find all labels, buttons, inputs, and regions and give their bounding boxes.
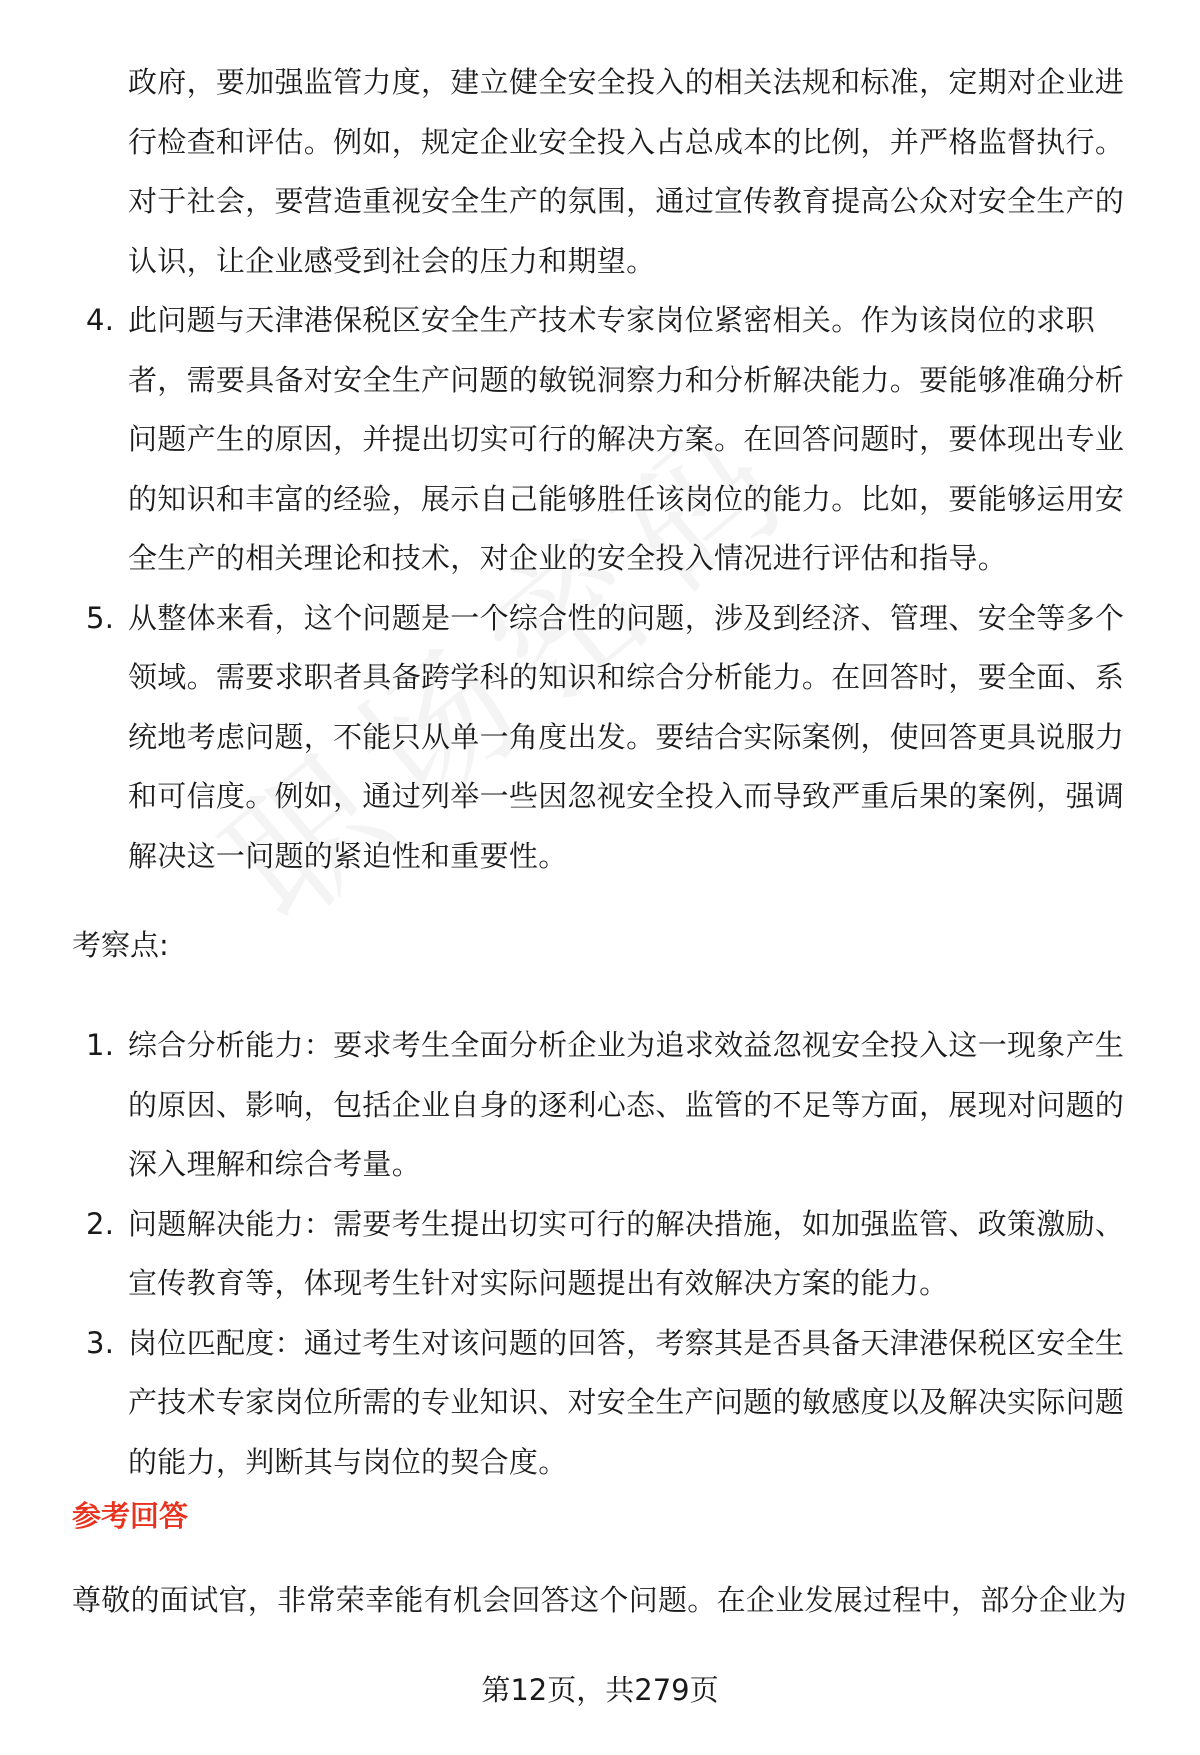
- assessment-list: [72, 1016, 1144, 1492]
- continuation-paragraph: 政府，要加强监管力度，建立健全安全投入的相关法规和标准，定期对企业进行检查和评估。例如，规定企业安全投入占总成本的比例，并严格监督执行。对于社会，要营造重视安全生产的氛围，通过宣传教育提高公众对安全生产的认识，让企业感受到社会的压力和期望。: [128, 65, 1125, 278]
- list-item: [72, 1195, 1144, 1314]
- list-item-text: 问题解决能力：需要考生提出切实可行的解决措施，如加强监管、政策激励、宣传教育等，体现考生针对实际问题提出有效解决方案的能力。: [128, 1206, 1125, 1300]
- list-item-text: 从整体来看，这个问题是一个综合性的问题，涉及到经济、管理、安全等多个领域。需要求职者具备跨学科的知识和综合分析能力。在回答时，要全面、系统地考虑问题，不能只从单一角度出发。要结合实际案例，使回答更具说服力和可信度。例如，通过列举一些因忽视安全投入而导致严重后果的案例，强调解决这一问题的紧迫性和重要性。: [128, 600, 1125, 873]
- list-item-number: 2.: [86, 1206, 115, 1241]
- reference-paragraph: 尊敬的面试官，非常荣幸能有机会回答这个问题。在企业发展过程中，部分企业为: [72, 1583, 1127, 1617]
- list-item-text: 综合分析能力：要求考生全面分析企业为追求效益忽视安全投入这一现象产生的原因、影响，包括企业自身的逐利心态、监管的不足等方面，展现对问题的深入理解和综合考量。: [128, 1028, 1125, 1181]
- list-item-number: 4.: [86, 303, 115, 337]
- list-item-number: 1.: [86, 1028, 115, 1062]
- list-item: [72, 589, 1144, 887]
- list-item-number: 3.: [86, 1325, 115, 1360]
- list-item-text: 此问题与天津港保税区安全生产技术专家岗位紧密相关。作为该岗位的求职者，需要具备对安全生产问题的敏锐洞察力和分析解决能力。要能够准确分析问题产生的原因，并提出切实可行的解决方案。在回答问题时，要体现出专业的知识和丰富的经验，展示自己能够胜任该岗位的能力。比如，要能够运用安全生产的相关理论和技术，对企业的安全投入情况进行评估和指导。: [128, 303, 1125, 575]
- assessment-label: 考察点:: [72, 928, 169, 962]
- list-item: [72, 291, 1144, 589]
- list-item: [72, 1016, 1144, 1195]
- list-item-text: 岗位匹配度：通过考生对该问题的回答，考察其是否具备天津港保税区安全生产技术专家岗位所需的专业知识、对安全生产问题的敏感度以及解决实际问题的能力，判断其与岗位的契合度。: [128, 1325, 1125, 1479]
- list-item-number: 5.: [86, 600, 115, 635]
- analysis-list: [72, 291, 1144, 886]
- reference-heading: 参考回答: [72, 1499, 189, 1533]
- list-item: [72, 1314, 1144, 1493]
- page-footer: 第12页，共279页: [481, 1673, 719, 1707]
